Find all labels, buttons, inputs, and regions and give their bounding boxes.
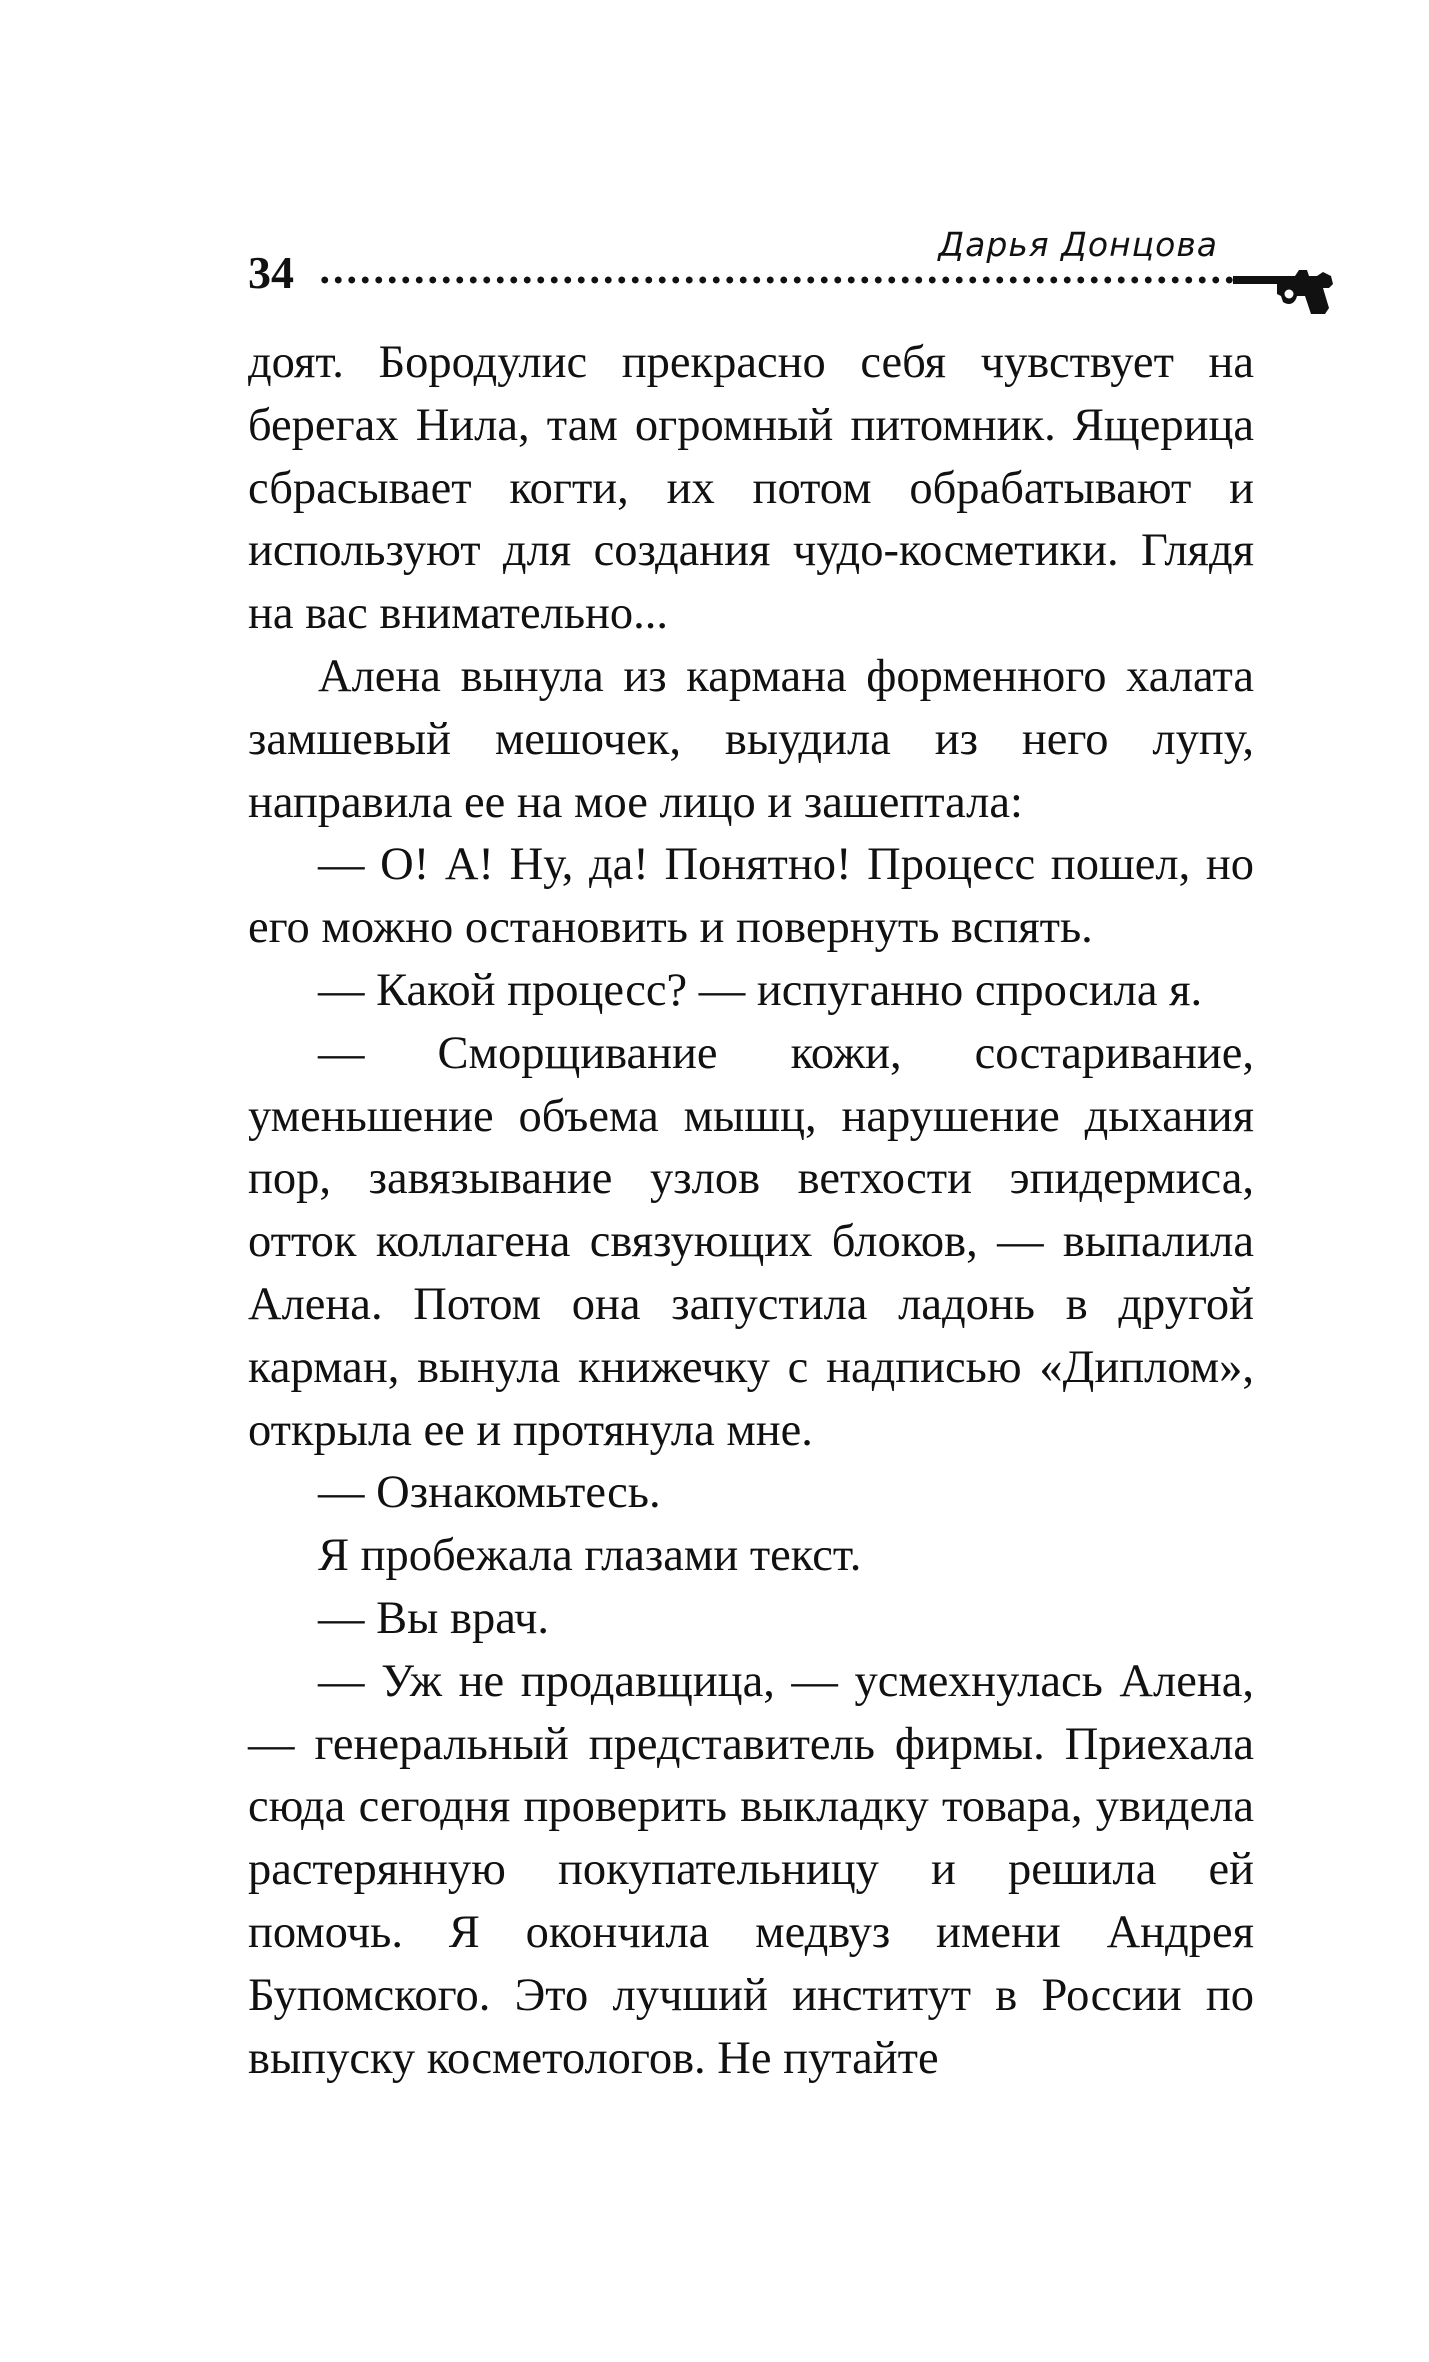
revolver-icon	[1233, 262, 1338, 318]
paragraph: Алена вынула из кармана форменного халата замшевый мешочек, выудила из него лупу, направила ее на мое лицо и зашептала:	[248, 650, 1254, 828]
page-number: 34	[248, 247, 294, 298]
dialogue-line: — Ознакомьтесь.	[318, 1467, 661, 1519]
paragraph: Я пробежала глазами текст.	[318, 1530, 862, 1582]
dialogue-line: — Сморщивание кожи, состаривание, уменьшение объема мышц, нарушение дыхания пор, завязывание узлов ветхости эпидермиса, отток коллагена связующих блоков, — выпалила Алена. Потом она запустила ладонь в другой карман, вынула книжечку с надписью «Диплом», открыла ее и протянула мне.	[248, 1027, 1254, 1456]
page-header	[248, 225, 1298, 318]
dialogue-line: — О! А! Ну, да! Понятно! Процесс пошел, но его можно остановить и повернуть вспять.	[248, 839, 1254, 954]
dialogue-line: — Какой процесс? — испуганно спросила я.	[318, 964, 1203, 1016]
body-text	[248, 332, 1254, 2090]
dialogue-line: — Вы врач.	[318, 1592, 550, 1644]
paragraph: доят. Бородулис прекрасно себя чувствует на берегах Нила, там огромный питомник. Ящерица сбрасывает когти, их потом обрабатывают и используют для создания чудо-косметики. Глядя на вас внимательно...	[248, 337, 1254, 640]
running-title-author: Дарья Донцова	[938, 225, 1218, 264]
dotted-leader-line	[318, 274, 1238, 286]
dialogue-line: — Уж не продавщица, — усмехнулась Алена, — генеральный представитель фирмы. Приехала сюда сегодня проверить выкладку товара, увидела растерянную покупательницу и решила ей помочь. Я окончила медвуз имени Андрея Бупомского. Это лучший институт в России по выпуску косметологов. Не путайте	[248, 1655, 1254, 2084]
